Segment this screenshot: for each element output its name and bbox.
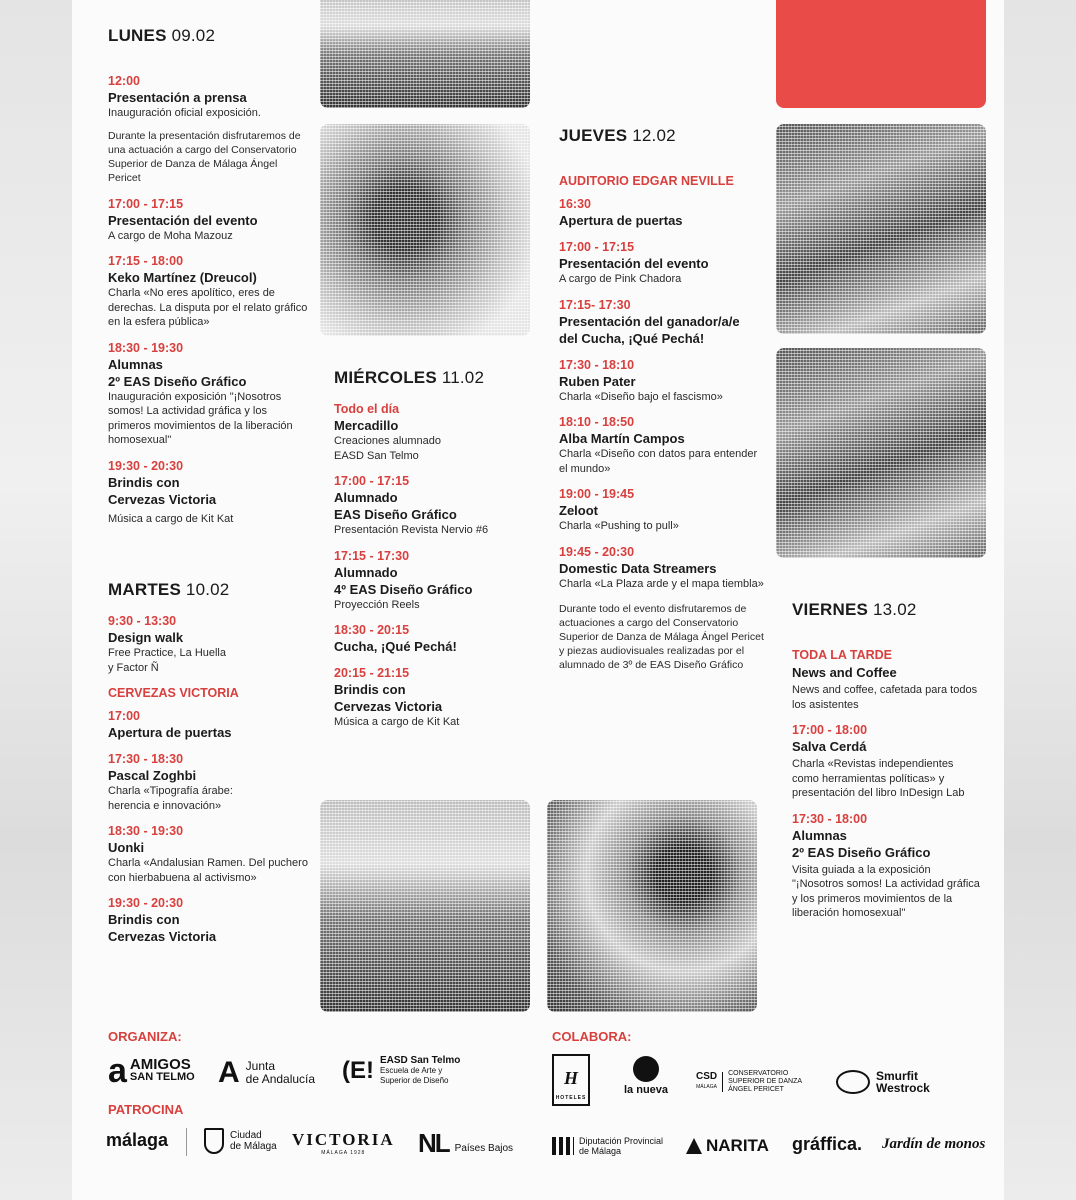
day-header-miercoles: MIÉRCOLES 11.02 <box>334 368 485 387</box>
event-time: 17:00 - 17:15 <box>108 196 184 211</box>
event-item <box>792 723 982 801</box>
colabora-label: COLABORA: <box>552 1029 632 1044</box>
event-time: 18:30 - 20:15 <box>334 623 410 637</box>
halftone-image-flowers-2 <box>776 348 986 558</box>
footer-divider <box>186 1128 187 1156</box>
event-item <box>559 298 764 347</box>
logo-hoteles <box>552 1054 590 1106</box>
event-title: Presentación a prensa <box>108 90 247 105</box>
event-desc: Visita guiada a la exposición "¡Nosotros somos! La actividad gráfica y los primeros movimientos de la liberación homosexual" <box>792 863 980 919</box>
event-time: 19:00 - 19:45 <box>559 487 635 501</box>
event-title: Apertura de puertas <box>108 725 232 740</box>
event-time: 17:00 <box>108 709 140 723</box>
event-item <box>334 549 534 613</box>
la-nueva-text: la nueva <box>624 1084 669 1096</box>
event-time: 19:45 - 20:30 <box>559 544 635 559</box>
event-desc: News and coffee, cafetada para todos los asistentes <box>792 684 978 711</box>
event-title: Alumnas 2º EAS Diseño Gráfico <box>792 827 931 860</box>
event-title: Pascal Zoghbi <box>108 768 197 783</box>
logo-paises-bajos <box>418 1128 513 1159</box>
day-header-martes: MARTES 10.02 <box>108 580 230 599</box>
event-item <box>108 197 308 244</box>
event-poster <box>72 0 1004 1200</box>
column-martes <box>108 580 308 956</box>
victoria-sub: MÁLAGA 1928 <box>321 1150 366 1156</box>
logo-ciudad-malaga <box>204 1128 277 1154</box>
logo-narita <box>686 1136 769 1156</box>
event-extra: Durante la presentación disfrutaremos de una actuación a cargo del Conservatorio Superior de Danza de Málaga Ángel Pericet <box>108 129 301 184</box>
junta-line-1: Junta <box>245 1059 276 1073</box>
logo-graffica <box>792 1134 862 1155</box>
column-lunes <box>108 26 308 537</box>
event-item <box>108 254 308 330</box>
graffica-text: gráffica. <box>792 1134 863 1154</box>
event-item <box>108 341 308 448</box>
event-title: Domestic Data Streamers <box>559 560 717 576</box>
event-title: Presentación del evento <box>559 256 709 271</box>
csd-line-1: CONSERVATORIO <box>728 1070 789 1077</box>
ciudad-shield-icon <box>204 1128 224 1154</box>
logo-la-nueva <box>624 1056 668 1096</box>
smurfit-line-2: Westrock <box>876 1081 930 1095</box>
diputacion-icon <box>552 1137 574 1155</box>
amigos-mark: a <box>108 1052 127 1090</box>
event-item <box>559 415 764 476</box>
event-time: 17:15- 17:30 <box>559 297 631 312</box>
malaga-text: málaga <box>106 1130 169 1150</box>
event-time: 17:15 - 18:00 <box>108 254 184 268</box>
event-item <box>108 824 308 885</box>
csd-line-3: ÁNGEL PERICET <box>728 1086 784 1093</box>
event-desc: Charla «Diseño con datos para entender el mundo» <box>559 448 758 475</box>
event-desc: Proyección Reels <box>334 598 420 611</box>
ciudad-line-2: de Málaga <box>230 1141 277 1152</box>
event-desc: Inauguración exposición "¡Nosotros somos! La actividad gráfica y los primeros movimientos de la liberación homosexual" <box>108 390 293 446</box>
hoteles-text: HOTELES <box>555 1095 587 1101</box>
event-desc: Charla «Diseño bajo el fascismo» <box>559 390 723 403</box>
event-title: News and Coffee <box>792 665 897 680</box>
left-margin <box>0 0 72 1200</box>
halftone-image-crowd <box>320 800 530 1012</box>
column-viernes <box>792 600 982 932</box>
event-time: 17:00 - 17:15 <box>559 240 635 254</box>
amigos-line-2: SAN TELMO <box>129 1071 195 1083</box>
halftone-image-flowers-1 <box>776 124 986 334</box>
event-desc: Música a cargo de Kit Kat <box>334 716 460 728</box>
la-nueva-icon <box>633 1056 659 1082</box>
easd-mark: (E! <box>342 1057 374 1084</box>
easd-line-1: EASD San Telmo <box>380 1055 461 1066</box>
event-item <box>792 812 982 921</box>
event-desc: Inauguración oficial exposición. <box>108 107 261 119</box>
event-title: Alumnas 2º EAS Diseño Gráfico <box>108 356 247 389</box>
event-time: 18:30 - 19:30 <box>108 340 184 355</box>
event-desc: Charla «No eres apolítico, eres de derechas. La disputa por el relato gráfico en la esfera pública» <box>108 287 308 328</box>
smurfit-line-1: Smurfit <box>876 1069 918 1083</box>
event-time: 12:00 <box>108 74 140 88</box>
event-item <box>108 896 308 945</box>
halftone-image-top <box>320 0 530 108</box>
halftone-image-bull <box>320 124 530 336</box>
event-title: Presentación del evento <box>108 212 258 228</box>
logo-easd-san-telmo <box>342 1056 460 1086</box>
event-title: Presentación del ganador/a/e del Cucha, ¡Qué Pechá! <box>559 313 740 346</box>
event-desc: Música a cargo de Kit Kat <box>108 512 234 525</box>
logo-jardin-de-monos <box>882 1136 985 1153</box>
event-time: 17:00 - 17:15 <box>334 474 410 488</box>
event-title: Keko Martínez (Dreucol) <box>108 270 257 285</box>
event-desc: Charla «La Plaza arde y el mapa tiembla» <box>559 577 764 590</box>
csd-line-2: SUPERIOR DE DANZA <box>728 1078 803 1085</box>
event-title: Zeloot <box>559 503 598 518</box>
event-desc: A cargo de Moha Mazouz <box>108 229 233 242</box>
event-desc: Free Practice, La Huella y Factor Ñ <box>108 647 226 674</box>
organiza-label: ORGANIZA: <box>108 1029 182 1044</box>
event-time: 20:15 - 21:15 <box>334 666 410 680</box>
event-time: 19:30 - 20:30 <box>108 458 184 473</box>
event-time: 17:00 - 18:00 <box>792 723 868 737</box>
jueves-note: Durante todo el evento disfrutaremos de actuaciones a cargo del Conservatorio Superior de Danza de Málaga Ángel Pericet y piezas audiovisuales realizadas por el alumnado de 3º de EAS Diseño Gráfico <box>559 603 764 671</box>
section-label: AUDITORIO EDGAR NEVILLE <box>559 174 734 188</box>
hoteles-mark-icon: H <box>563 1068 578 1088</box>
patrocina-label: PATROCINA <box>108 1102 184 1117</box>
event-item <box>108 459 308 527</box>
event-title: Alumnado 4º EAS Diseño Gráfico <box>334 564 473 597</box>
narita-text: NARITA <box>706 1136 769 1155</box>
event-item <box>108 74 308 185</box>
csd-city: MÁLAGA <box>696 1084 717 1090</box>
event-time: 16:30 <box>559 197 591 211</box>
event-title: Alba Martín Campos <box>559 431 685 446</box>
event-time: 9:30 - 13:30 <box>108 614 177 628</box>
event-title: Ruben Pater <box>559 373 636 389</box>
halftone-image-speaker <box>547 800 757 1012</box>
section-label: CERVEZAS VICTORIA <box>108 686 239 700</box>
event-time: 17:15 - 17:30 <box>334 548 410 563</box>
event-title: Salva Cerdá <box>792 739 867 754</box>
event-item <box>559 197 764 229</box>
day-header-viernes: VIERNES 13.02 <box>792 600 917 619</box>
logo-diputacion-malaga <box>552 1136 663 1156</box>
easd-line-2: Escuela de Arte y <box>380 1066 443 1075</box>
csd-mark: CSD <box>696 1071 718 1082</box>
red-color-block <box>776 0 986 108</box>
column-jueves <box>559 126 764 672</box>
event-desc: Charla «Revistas independientes como herramientas políticas» y presentación del libro InDesign Lab <box>792 758 965 799</box>
event-item <box>108 709 308 741</box>
logo-csd-malaga <box>696 1070 802 1094</box>
event-desc: Charla «Tipografía árabe: herencia e innovación» <box>108 785 233 812</box>
right-margin <box>1004 0 1076 1200</box>
event-item <box>334 666 534 730</box>
event-title: Design walk <box>108 630 184 645</box>
easd-line-3: Superior de Diseño <box>380 1076 449 1085</box>
jardin-text: Jardín de monos <box>882 1136 986 1152</box>
event-time: 18:10 - 18:50 <box>559 415 635 429</box>
ciudad-line-1: Ciudad <box>230 1130 262 1141</box>
event-item <box>559 545 764 592</box>
logo-smurfit-westrock <box>836 1070 930 1094</box>
event-title: Brindis con Cervezas Victoria <box>108 912 217 944</box>
event-desc: Presentación Revista Nervio #6 <box>334 524 489 536</box>
narita-icon <box>686 1138 702 1154</box>
logo-malaga <box>106 1130 168 1151</box>
event-time: Todo el día <box>334 402 400 416</box>
logo-amigos-san-telmo <box>108 1052 195 1090</box>
victoria-text: VICTORIA <box>292 1130 395 1149</box>
event-item <box>559 358 764 405</box>
paises-text: Países Bajos <box>454 1143 514 1154</box>
section-label: TODA LA TARDE <box>792 648 892 662</box>
event-item <box>334 623 534 655</box>
event-item <box>334 402 534 463</box>
event-title: Mercadillo <box>334 418 399 433</box>
event-desc: A cargo de Pink Chadora <box>559 273 682 285</box>
event-item <box>108 614 308 675</box>
event-item <box>792 664 982 712</box>
day-header-lunes: LUNES 09.02 <box>108 26 216 45</box>
logo-victoria <box>292 1130 395 1156</box>
junta-mark: A <box>218 1056 240 1089</box>
event-desc: Charla «Pushing to pull» <box>559 520 679 532</box>
event-title: Alumnado EAS Diseño Gráfico <box>334 490 457 522</box>
logo-junta-andalucia <box>218 1056 315 1090</box>
event-title: Uonki <box>108 840 145 855</box>
event-time: 17:30 - 18:10 <box>559 357 635 372</box>
diputacion-line-2: de Málaga <box>579 1146 622 1156</box>
event-title: Brindis con Cervezas Victoria <box>108 474 217 507</box>
diputacion-line-1: Diputación Provincial <box>579 1136 664 1146</box>
event-time: 19:30 - 20:30 <box>108 896 184 910</box>
event-item <box>334 474 534 538</box>
junta-line-2: de Andalucía <box>245 1072 316 1086</box>
event-title: Cucha, ¡Qué Pechá! <box>334 639 457 654</box>
event-item <box>559 487 764 534</box>
event-title: Apertura de puertas <box>559 213 683 228</box>
amigos-line-1: AMIGOS <box>129 1056 191 1073</box>
event-desc: Creaciones alumnado EASD San Telmo <box>334 435 442 462</box>
event-item <box>559 240 764 287</box>
event-time: 17:30 - 18:00 <box>792 811 868 826</box>
event-desc: Charla «Andalusian Ramen. Del puchero con hierbabuena al activismo» <box>108 857 308 884</box>
event-time: 18:30 - 19:30 <box>108 824 184 838</box>
column-miercoles <box>334 368 534 741</box>
day-header-jueves: JUEVES 12.02 <box>559 126 676 145</box>
event-item <box>108 752 308 813</box>
event-title: Brindis con Cervezas Victoria <box>334 682 443 714</box>
event-time: 17:30 - 18:30 <box>108 752 184 766</box>
smurfit-icon <box>836 1070 870 1094</box>
nl-mark: NL <box>418 1128 449 1158</box>
